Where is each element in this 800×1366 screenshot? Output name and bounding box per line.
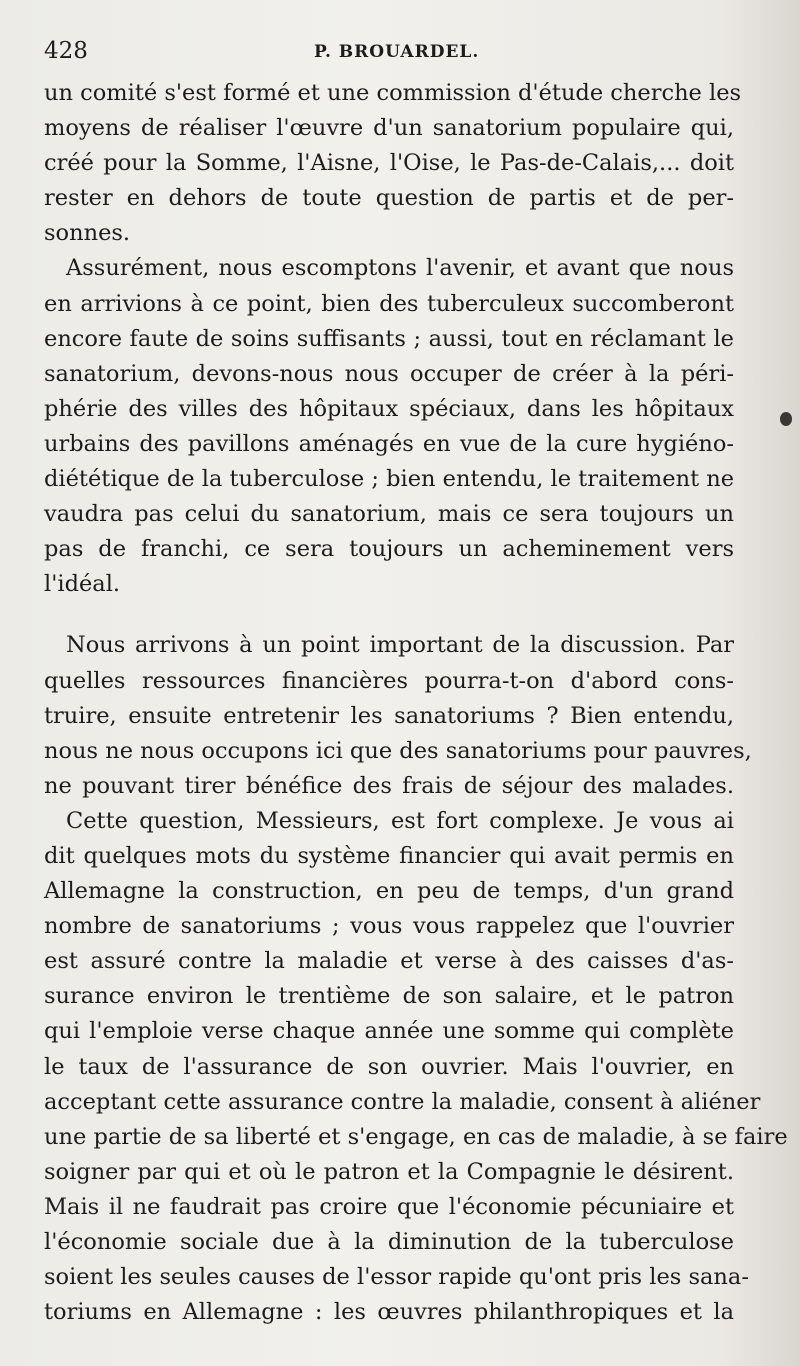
text-line: surance environ le trentième de son salaire, et le patron [44,983,734,1010]
page-header [44,38,744,68]
text-line: acceptant cette assurance contre la maladie, consent à aliéner [44,1088,761,1115]
text-line: quelles ressources financières pourra-t-on d'abord cons- [44,667,734,694]
text-line: Mais il ne faudrait pas croire que l'économie pécuniaire et [44,1193,734,1220]
paragraph [44,628,752,803]
text-line: un comité s'est formé et une commission d'étude cherche les [44,80,742,106]
text-line: rester en dehors de toute question de partis et de per- [44,185,734,212]
text-line: encore faute de soins suffisants ; aussi, tout en réclamant le [44,325,734,352]
text-line: Assurément, nous escomptons l'avenir, et avant que nous [66,255,734,282]
text-line: une partie de sa liberté et s'engage, en cas de maladie, à se faire [44,1123,788,1150]
text-line: le taux de l'assurance de son ouvrier. Mais l'ouvrier, en [44,1053,734,1080]
text-line: soient les seules causes de l'essor rapide qu'ont pris les sana- [44,1264,749,1291]
text-line: est assuré contre la maladie et verse à des caisses d'as- [44,948,734,975]
body-text [44,76,788,1330]
text-line: sonnes. [44,220,131,247]
text-line: soigner par qui et où le patron et la Compagnie le désirent. [44,1158,734,1185]
text-line: sanatorium, devons-nous nous occuper de créer à la péri- [44,360,734,387]
text-line: Cette question, Messieurs, est fort complexe. Je vous ai [66,807,734,834]
text-line: phérie des villes des hôpitaux spéciaux, dans les hôpitaux [44,395,734,422]
paragraph [44,804,788,1330]
text-line: Nous arrivons à un point important de la discussion. Par [66,632,734,659]
running-head: P. BROUARDEL. [314,42,480,62]
text-line: ne pouvant tirer bénéfice des frais de séjour des malades. [44,772,734,799]
text-line: nombre de sanatoriums ; vous vous rappelez que l'ouvrier [44,913,734,940]
paragraph [44,76,742,251]
text-line: toriums en Allemagne : les œuvres philanthropiques et la [44,1299,734,1326]
text-line: vaudra pas celui du sanatorium, mais ce sera toujours un [44,501,734,528]
ink-spot [780,412,792,426]
text-line: créé pour la Somme, l'Aisne, l'Oise, le Pas-de-Calais,... doit [44,150,734,177]
text-line: en arrivions à ce point, bien des tuberculeux succomberont [44,290,734,317]
text-line: diététique de la tuberculose ; bien entendu, le traitement ne [44,466,735,493]
text-line: l'idéal. [44,571,121,598]
text-line: l'économie sociale due à la diminution de la tuberculose [44,1229,734,1255]
paragraph-gap [44,602,734,628]
text-line: Allemagne la construction, en peu de temps, d'un grand [44,878,734,905]
text-line: qui l'emploie verse chaque année une somme qui complète [44,1018,734,1045]
text-line: dit quelques mots du système financier qui avait permis en [44,842,734,869]
text-line: pas de franchi, ce sera toujours un acheminement vers [44,536,734,563]
text-line: urbains des pavillons aménagés en vue de la cure hygiéno- [44,430,734,457]
text-line: truire, ensuite entretenir les sanatoriums ? Bien entendu, [44,702,734,729]
paragraph [44,251,734,602]
text-line: nous ne nous occupons ici que des sanatoriums pour pauvres, [44,737,752,764]
page-number: 428 [44,38,88,64]
text-line: moyens de réaliser l'œuvre d'un sanatorium populaire qui, [44,115,734,142]
